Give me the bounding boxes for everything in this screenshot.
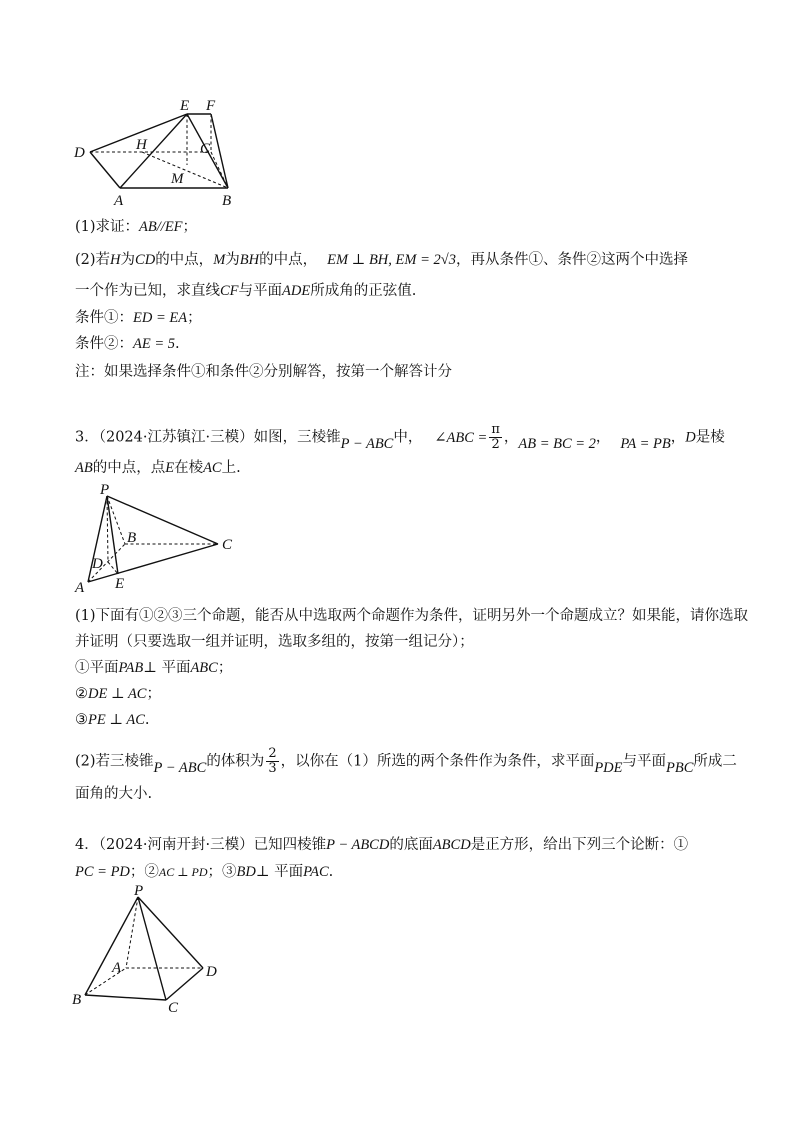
- label-m: M: [171, 171, 184, 187]
- p2-question-1: (1)求证：AB//EF；: [75, 219, 198, 235]
- segment-hb-dashed: [142, 152, 228, 188]
- label-h: H: [136, 137, 147, 153]
- p4-header-line2: PC = PD；②AC ⊥ PD；③BD⊥ 平面PAC.: [75, 864, 334, 880]
- figure-pyramid-pabcd: [70, 882, 230, 1017]
- edge-da: [90, 152, 120, 188]
- p3-q1-line1: (1)下面有①②③三个命题，能否从中选取两个命题作为条件，证明另外一个命题成立？如果能，请你选取: [75, 608, 749, 624]
- fraction-pi-over-2: $\frac{\pi}{2}$: [491, 422, 500, 452]
- label-d: D: [74, 145, 85, 161]
- label-a: A: [112, 960, 122, 976]
- label-d: D: [206, 964, 217, 980]
- edge-cb-dashed: [211, 152, 228, 188]
- label-p: P: [134, 883, 144, 899]
- fraction-two-thirds: $\frac{2}{3}$: [268, 746, 277, 776]
- p3-proposition-2: ②DE ⊥ AC；: [75, 686, 161, 702]
- label-e: E: [180, 98, 190, 114]
- edge-ac: [88, 544, 218, 582]
- edge-fb: [211, 114, 228, 188]
- label-a: A: [114, 193, 124, 205]
- label-p: P: [100, 482, 110, 498]
- edge-cd: [166, 968, 203, 1000]
- label-c: C: [200, 141, 211, 157]
- p3-proposition-1: ①平面PAB⊥ 平面ABC；: [75, 660, 233, 676]
- edge-bc: [85, 995, 166, 1000]
- p3-header-line2: AB的中点，点E在棱AC上.: [75, 460, 241, 476]
- label-b: B: [127, 530, 137, 546]
- label-e: E: [115, 576, 125, 592]
- p3-header-line1: 3．（2024·江苏镇江·三模）如图，三棱锥P − ABC中， ∠ABC = $\frac{\pi}{2}$ ，AB = BC = 2， PA = PB，D是棱: [75, 422, 725, 452]
- p2-question-2-line1: (2)若H为CD的中点，M为BH的中点， EM ⊥ BH, EM = 2√3，再从条件①、条件②这两个中选择: [75, 252, 688, 268]
- edge-pc: [107, 496, 218, 544]
- label-a: A: [75, 580, 85, 596]
- p2-condition-2: 条件②：AE = 5.: [75, 336, 180, 352]
- label-f: F: [206, 98, 216, 114]
- p3-q2-line2: 面角的大小.: [75, 786, 153, 802]
- p3-q2-line1: (2)若三棱锥P − ABC的体积为 $\frac{2}{3}$ ，以你在（1）所选的两个条件作为条件，求平面PDE与平面PBC所成二: [75, 746, 737, 776]
- figure-tetrahedron-pabc: [70, 482, 250, 597]
- figure-polyhedron-abcdef: [70, 95, 245, 205]
- label-d: D: [92, 556, 103, 572]
- label-b: B: [72, 992, 82, 1008]
- label-b: B: [222, 193, 232, 205]
- p2-question-2-line2: 一个作为已知，求直线CF与平面ADE所成角的正弦值.: [75, 283, 417, 299]
- label-c: C: [222, 537, 233, 553]
- p2-note: 注：如果选择条件①和条件②分别解答，按第一个解答计分: [75, 364, 452, 380]
- p4-header-line1: 4．（2024·河南开封·三模）已知四棱锥P − ABCD的底面ABCD是正方形，给出下列三个论断：①: [75, 837, 689, 853]
- p3-q1-line2: 并证明（只要选取一组并证明，选取多组的，按第一组记分）；: [75, 634, 474, 650]
- label-c: C: [168, 1000, 179, 1016]
- p3-proposition-3: ③PE ⊥ AC.: [75, 712, 150, 728]
- p2-condition-1: 条件①：ED = EA；: [75, 310, 202, 326]
